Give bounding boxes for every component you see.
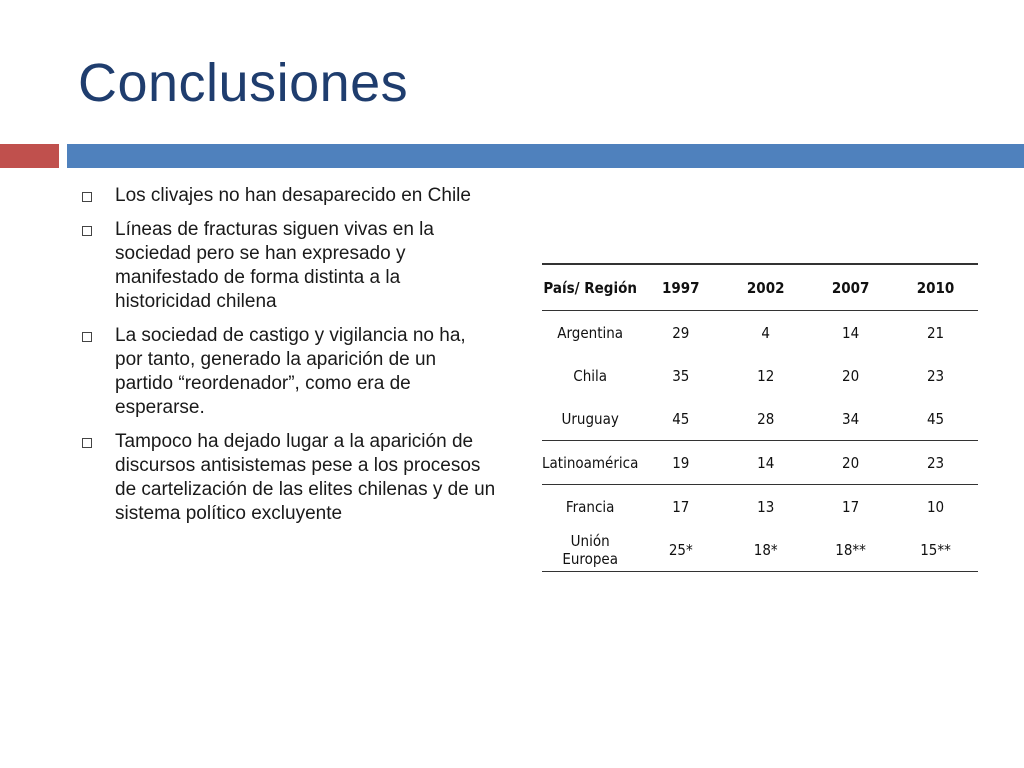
table-cell: 20 [842, 366, 860, 385]
table-row [542, 485, 978, 529]
square-bullet-icon [82, 226, 92, 236]
table-cell: 28 [757, 409, 775, 428]
table-cell: 45 [926, 409, 945, 428]
table-cell: Argentina [557, 323, 624, 342]
table-cell: 18** [808, 528, 893, 572]
accent-bar-red [0, 144, 59, 168]
table-cell: Unión Europea [542, 528, 638, 572]
table-row [542, 528, 978, 572]
square-bullet-icon [82, 192, 92, 202]
column-header: 2002 [723, 264, 808, 311]
table-cell: 20 [808, 441, 893, 485]
column-header: 2010 [893, 264, 978, 311]
table-cell: 15** [893, 528, 978, 572]
table-cell: 23 [926, 366, 945, 385]
table-header-row [542, 264, 978, 311]
bullet-item [78, 218, 498, 314]
table-cell: 45 [672, 409, 690, 428]
table-cell: 35 [672, 366, 690, 385]
table-cell: 25* [638, 528, 723, 572]
table-cell: 4 [761, 323, 770, 342]
column-header: País/ Región [542, 264, 638, 311]
bullet-text: Tampoco ha dejado lugar a la aparición de discursos antisistemas pese a los procesos de cartelización de las elites chilenas y de un sistema político excluyente [115, 431, 496, 524]
table-cell: 29 [672, 323, 690, 342]
table-cell: Chila [573, 366, 608, 385]
table-cell: 19 [638, 441, 723, 485]
table-cell: 18* [723, 528, 808, 572]
accent-bar-blue [67, 144, 1024, 168]
bullet-item [78, 184, 498, 208]
data-table [542, 263, 978, 572]
bullet-text: La sociedad de castigo y vigilancia no ha, por tanto, generado la aparición de un partido “reordenador”, como era de esperarse. [115, 325, 466, 418]
slide-title: Conclusiones [78, 53, 409, 113]
table-cell: 21 [926, 323, 945, 342]
bullet-text: Los clivajes no han desaparecido en Chile [115, 185, 471, 206]
table-cell: 10 [893, 485, 978, 529]
table-cell: 34 [842, 409, 860, 428]
table-row [542, 397, 978, 441]
table-row [542, 311, 978, 355]
table-cell: 12 [757, 366, 775, 385]
table-cell: 17 [808, 485, 893, 529]
bullet-item [78, 324, 498, 420]
table-cell: Francia [542, 485, 638, 529]
square-bullet-icon [82, 332, 92, 342]
table-cell: 17 [638, 485, 723, 529]
bullet-item [78, 430, 498, 526]
column-header: 1997 [638, 264, 723, 311]
table-row [542, 441, 978, 485]
table-cell: 23 [893, 441, 978, 485]
bullet-text: Líneas de fracturas siguen vivas en la sociedad pero se han expresado y manifestado de forma distinta a la historicidad chilena [115, 219, 434, 312]
table-cell: 13 [723, 485, 808, 529]
bullet-list [78, 184, 498, 536]
table-cell: 14 [842, 323, 860, 342]
table-cell: Latinoamérica [542, 441, 638, 485]
square-bullet-icon [82, 438, 92, 448]
table-cell: 14 [723, 441, 808, 485]
table-cell: Uruguay [561, 409, 619, 428]
table-row [542, 354, 978, 397]
column-header: 2007 [808, 264, 893, 311]
